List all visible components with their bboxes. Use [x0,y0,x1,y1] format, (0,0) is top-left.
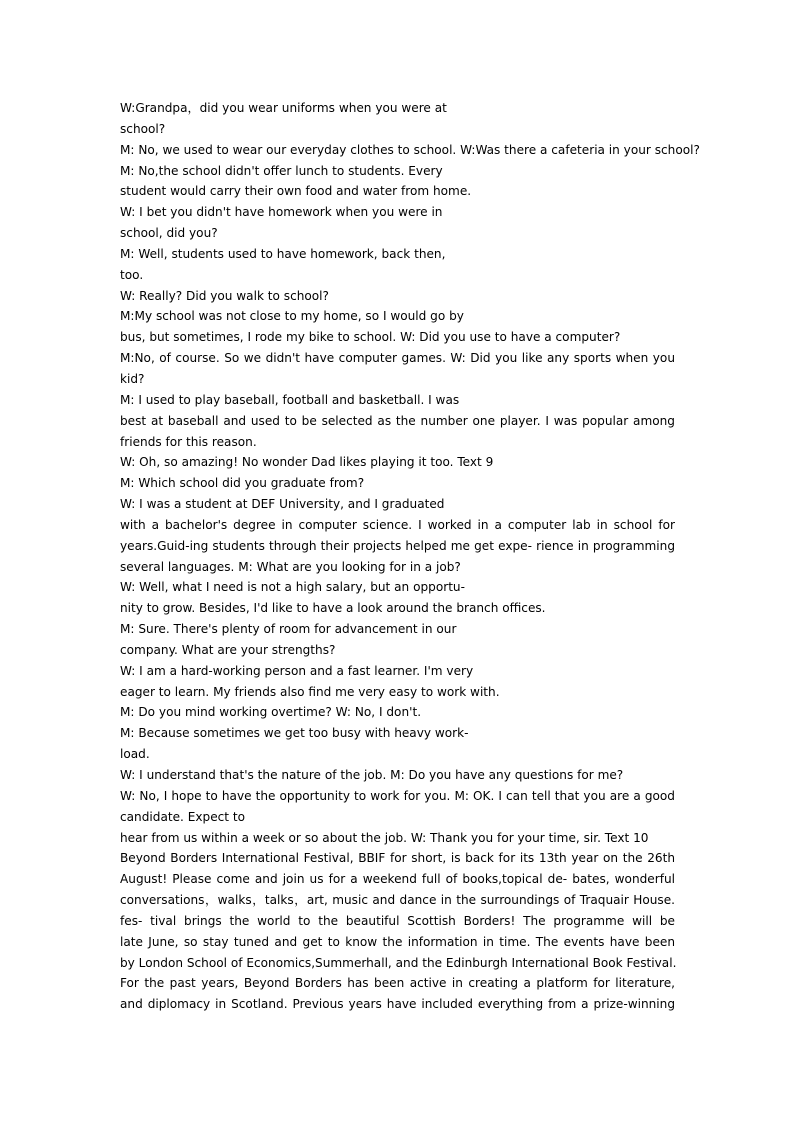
text-line: W: I bet you didn't have homework when you were in [120,205,443,220]
text-line: bus, but sometimes, I rode my bike to school. W: Did you use to have a computer? [120,330,621,345]
text-line: M:My school was not close to my home, so I would go by [120,309,464,324]
text-line: W: I am a hard-working person and a fast learner. I'm very [120,663,474,678]
text-line: nity to grow. Besides, I'd like to have a look around the branch offices. [120,601,546,616]
text-line: load. [120,747,150,762]
text-line: friends for this reason. [120,434,257,449]
text-line: W: Really? Did you walk to school? [120,288,329,303]
text-line: student would carry their own food and water from home. [120,184,472,199]
text-line: candidate. Expect to [120,809,246,824]
text-line: company. What are your strengths? [120,642,336,657]
text-line: W: I was a student at DEF University, and I graduated [120,497,445,512]
text-line: hear from us within a week or so about the job. W: Thank you for your time, sir. Text 10 [120,830,649,845]
text-line: too. [120,267,144,282]
text-line: late June, so stay tuned and get to know the information in time. The events have been [120,934,675,949]
text-line: August! Please come and join us for a weekend full of books,topical de- bates, wonderful [120,872,675,887]
text-line: school? [120,121,166,136]
text-line: M: Do you mind working overtime? W: No, I don't. [120,705,422,720]
text-line: W: I understand that's the nature of the job. M: Do you have any questions for me? [120,768,624,782]
text-line: M: Because sometimes we get too busy with heavy work- [120,726,469,741]
text-line: kid? [120,371,145,386]
text-line: eager to learn. My friends also find me very easy to work with. [120,684,500,699]
text-line: best at baseball and used to be selected as the number one player. I was popular among [120,413,675,428]
text-line: W:Grandpa，did you wear uniforms when you were at [120,101,447,115]
text-line: conversations，walks，talks，art, music and dance in the surroundings of Traquair House. [120,893,675,908]
text-line: M:No, of course. So we didn't have computer games. W: Did you like any sports when you [120,351,675,366]
text-line: For the past years, Beyond Borders has been active in creating a platform for literature, [120,976,675,991]
transcript-text [120,98,700,1015]
text-line: M: Which school did you graduate from? [120,476,365,491]
text-line: with a bachelor's degree in computer science. I worked in a computer lab in school for [120,517,675,532]
text-line: several languages. M: What are you looking for in a job? [120,559,461,574]
text-line: fes- tival brings the world to the beautiful Scottish Borders! The programme will be [120,913,675,928]
text-line: school, did you? [120,226,218,241]
text-line: W: Well, what I need is not a high salary, but an opportu- [120,580,465,595]
text-line: years.Guid-ing students through their projects helped me get expe- rience in programming [120,538,675,553]
text-line: W: Oh, so amazing! No wonder Dad likes playing it too. Text 9 [120,455,494,470]
text-line: Beyond Borders International Festival, BBIF for short, is back for its 13th year on the 26th [120,851,675,866]
text-line: by London School of Economics,Summerhall, and the Edinburgh International Book Festival. [120,955,677,970]
text-line: W: No, I hope to have the opportunity to work for you. M: OK. I can tell that you are a good [120,788,675,803]
text-line: M: Well, students used to have homework, back then, [120,246,446,261]
text-line: M: No, we used to wear our everyday clothes to school. W:Was there a cafeteria in your school? [120,142,700,157]
text-line: M: I used to play baseball, football and basketball. I was [120,392,460,407]
text-line: M: No,the school didn't offer lunch to students. Every [120,163,443,178]
text-line: M: Sure. There's plenty of room for advancement in our [120,622,457,637]
text-line: and diplomacy in Scotland. Previous years have included everything from a prize-winning [120,997,675,1012]
